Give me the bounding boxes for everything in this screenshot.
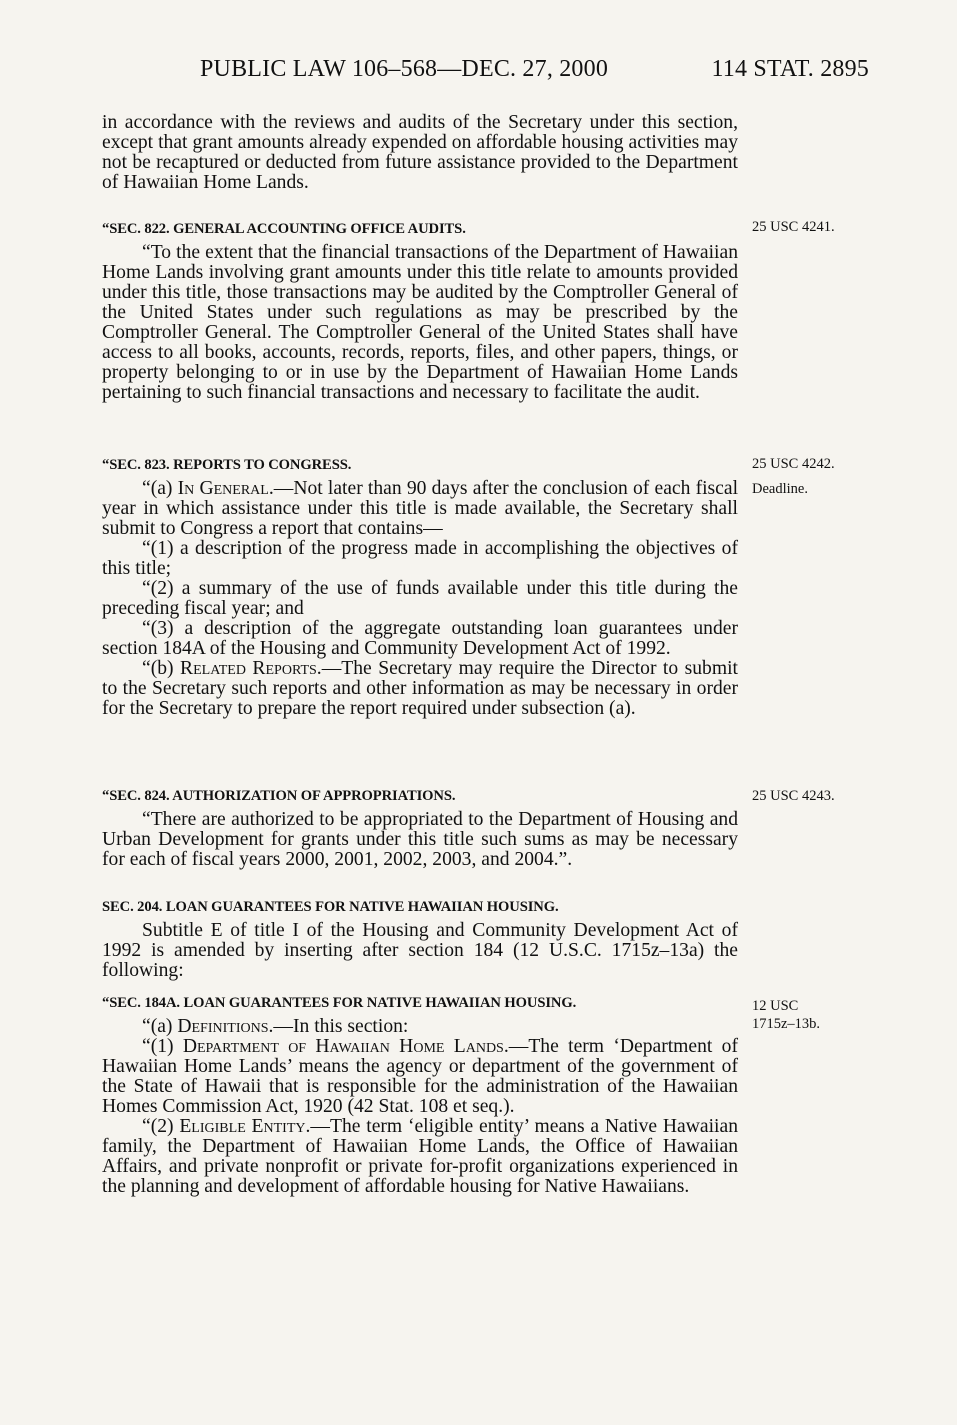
sec-822-heading: “SEC. 822. GENERAL ACCOUNTING OFFICE AUDITS. bbox=[102, 221, 466, 237]
sec-823-b bbox=[102, 659, 738, 719]
intro-text: in accordance with the reviews and audits of the Secretary under this section, except that grant amounts already expended on affordable housing activities may not be recaptured or deducted from future assistance provided to the Department of Hawaiian Home Lands. bbox=[102, 112, 738, 193]
margin-note-824: 25 USC 4243. bbox=[752, 788, 835, 804]
sec-823-a bbox=[102, 479, 738, 539]
sec-823-heading: “SEC. 823. REPORTS TO CONGRESS. bbox=[102, 457, 352, 473]
section-184a bbox=[102, 993, 738, 1197]
margin-note-deadline: Deadline. bbox=[752, 481, 808, 497]
sec-823-a-caption: In General. bbox=[177, 478, 274, 499]
section-204 bbox=[102, 897, 738, 981]
sec-823-a3: “(3) a description of the aggregate outstanding loan guarantees under section 184A of the Housing and Community Development Act of 1992. bbox=[102, 618, 738, 659]
sec-823-b-caption: Related Reports. bbox=[180, 658, 322, 679]
margin-note-184a: 12 USC 1715z–13b. bbox=[752, 998, 821, 1032]
running-header-stat: 114 STAT. 2895 bbox=[711, 56, 869, 82]
margin-note-822: 25 USC 4241. bbox=[752, 219, 835, 235]
sec-184a-a1-caption: Department of Hawaiian Home Lands. bbox=[182, 1036, 509, 1057]
sec-184a-a2-lead: “(2) bbox=[142, 1116, 180, 1137]
sec-204-text: Subtitle E of title I of the Housing and Community Development Act of 1992 is amended by inserting after section 184 (12 U.S.C. 1715z–13a) the following: bbox=[102, 920, 738, 981]
section-822 bbox=[102, 219, 738, 403]
sec-184a-a1-text: —The term ‘Department of Hawaiian Home Lands’ means the agency or department of the government of the State of Hawaii that is responsible for the administration of the Hawaiian Homes Commission Act, 1920 (42 Stat. 108 et seq.). bbox=[102, 1036, 738, 1117]
sec-184a-a bbox=[102, 1017, 738, 1037]
sec-184a-heading: “SEC. 184A. LOAN GUARANTEES FOR NATIVE HAWAIIAN HOUSING. bbox=[102, 995, 577, 1011]
sec-823-a1: “(1) a description of the progress made in accomplishing the objectives of this title; bbox=[102, 538, 738, 579]
sec-824-text: “There are authorized to be appropriated to the Department of Housing and Urban Development for grants under this title such sums as may be necessary for each of fiscal years 2000, 2001, 2002, 2003, and 2004.”. bbox=[102, 809, 738, 870]
sec-823-a-text: —Not later than 90 days after the conclusion of each fiscal year in which assistance under this title is made available, the Secretary shall submit to Congress a report that contains— bbox=[102, 478, 739, 539]
sec-184a-a2 bbox=[102, 1117, 738, 1197]
section-824 bbox=[102, 786, 738, 870]
sec-822-text: “To the extent that the financial transactions of the Department of Hawaiian Home Lands involving grant amounts under this title relate to amounts provided under this title, those transactions may be audited by the Comptroller General of the United States under such regulations as may be prescribed by the Comptroller General. The Comptroller General of the United States shall have access to all books, accounts, records, reports, files, and other papers, things, or property belonging to or in use by the Department of Hawaiian Home Lands pertaining to such financial transactions and necessary to facilitate the audit. bbox=[102, 242, 738, 403]
sec-823-a-lead: “(a) bbox=[142, 478, 178, 499]
sec-184a-a1-lead: “(1) bbox=[142, 1036, 183, 1057]
sec-823-a2: “(2) a summary of the use of funds available under this title during the preceding fiscal year; and bbox=[102, 578, 738, 619]
section-823 bbox=[102, 455, 738, 719]
sec-184a-a-caption: Definitions. bbox=[177, 1016, 274, 1037]
sec-184a-a-text: —In this section: bbox=[273, 1016, 409, 1037]
sec-823-b-lead: “(b) bbox=[142, 658, 181, 679]
sec-204-heading: SEC. 204. LOAN GUARANTEES FOR NATIVE HAWAIIAN HOUSING. bbox=[102, 899, 559, 915]
paragraph-intro bbox=[102, 113, 738, 193]
sec-823-b-text: —The Secretary may require the Director to submit to the Secretary such reports and other information as may be necessary in order for the Secretary to prepare the report required under subsection (a). bbox=[102, 658, 738, 719]
sec-184a-a2-text: —The term ‘eligible entity’ means a Native Hawaiian family, the Department of Hawaiian Home Lands, the Office of Hawaiian Affairs, and private nonprofit or private for-profit organizations experienced in the planning and development of affordable housing for Native Hawaiians. bbox=[102, 1116, 738, 1197]
sec-184a-a-lead: “(a) bbox=[142, 1016, 178, 1037]
sec-184a-a1 bbox=[102, 1037, 738, 1117]
sec-184a-a2-caption: Eligible Entity. bbox=[179, 1116, 311, 1137]
running-header-title: PUBLIC LAW 106–568—DEC. 27, 2000 bbox=[200, 56, 609, 82]
margin-note-823: 25 USC 4242. bbox=[752, 456, 835, 472]
sec-824-heading: “SEC. 824. AUTHORIZATION OF APPROPRIATIONS. bbox=[102, 788, 456, 804]
